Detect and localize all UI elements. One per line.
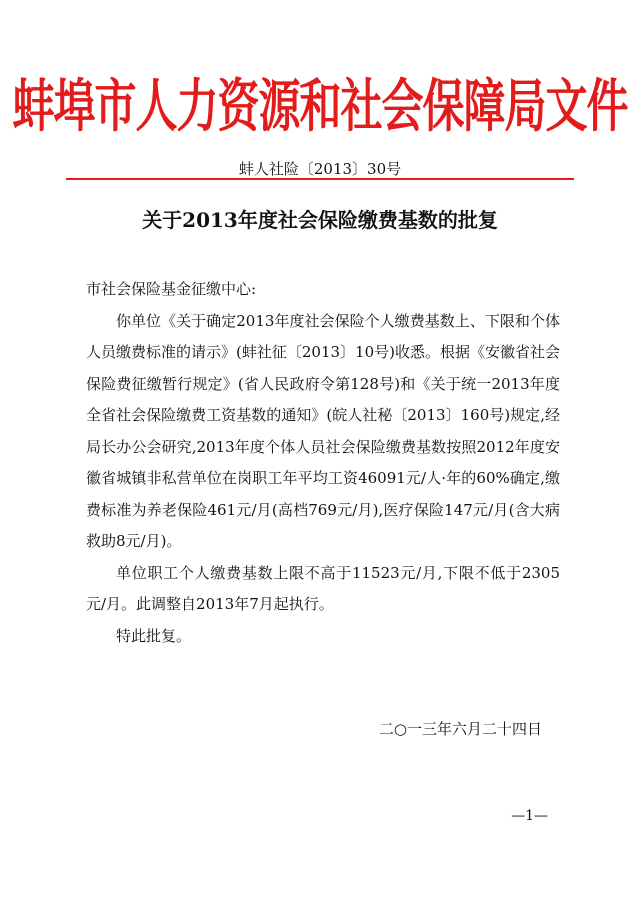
document-body — [86, 274, 560, 652]
body-paragraph: 单位职工个人缴费基数上限不高于11523元/月,下限不低于2305元/月。此调整自2013年7月起执行。 — [86, 563, 560, 613]
document-number: 蚌人社险〔2013〕30号 — [238, 160, 402, 178]
issue-date: 二○一三年六月二十四日 — [378, 720, 542, 738]
salutation: 市社会保险基金征缴中心: — [86, 280, 257, 298]
issuing-authority-header: 蚌埠市人力资源和社会保障局文件 — [12, 72, 628, 139]
page-number: —1— — [511, 808, 548, 824]
document-title: 关于2013年度社会保险缴费基数的批复 — [142, 208, 498, 232]
red-divider-line — [66, 178, 574, 180]
closing-remark: 特此批复。 — [116, 626, 192, 645]
body-paragraph: 你单位《关于确定2013年度社会保险个人缴费基数上、下限和个体人员缴费标准的请示》(蚌社征〔2013〕10号)收悉。根据《安徽省社会保险费征缴暂行规定》(省人民政府令第128号)和《关于统一2013年度全省社会保险缴费工资基数的通知》(皖人社秘〔2013〕160号)规定,经局长办公会研究,2013年度个体人员社会保险缴费基数按照2012年度安徽省城镇非私营单位在岗职工年平均工资46091元/人·年的60%确定,缴费标准为养老保险461元/月(高档769元/月),医疗保险147元/月(含大病救助8元/月)。 — [86, 311, 560, 550]
